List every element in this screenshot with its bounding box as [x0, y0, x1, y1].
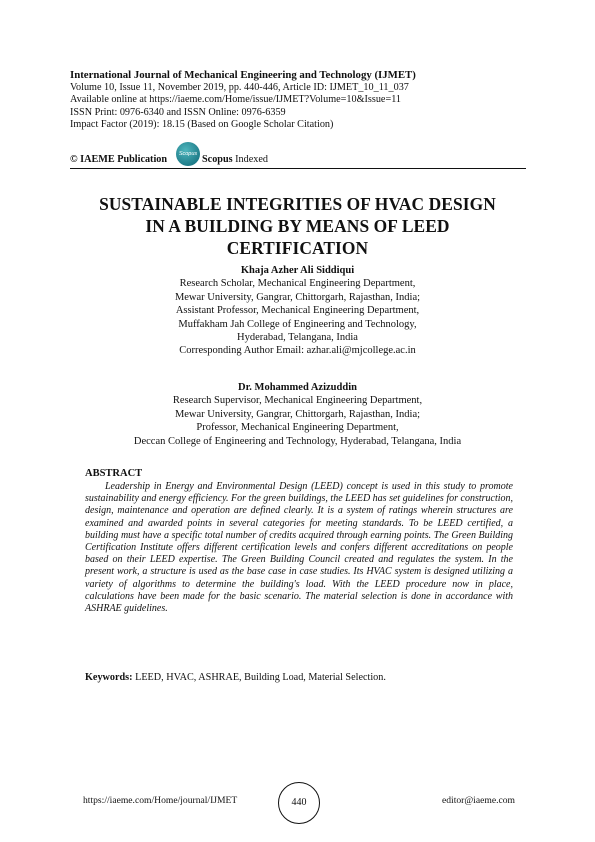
title-line-3: CERTIFICATION [226, 238, 369, 258]
affiliation-line: Mewar University, Gangrar, Chittorgarh, Rajasthan, India; [174, 291, 421, 303]
editor-email[interactable]: editor@iaeme.com [441, 795, 515, 806]
affiliation-line: Mewar University, Gangrar, Chittorgarh, Rajasthan, India; [174, 408, 421, 420]
affiliation-line: Research Supervisor, Mechanical Engineering Department, [172, 395, 423, 407]
abstract-heading: ABSTRACT [85, 468, 143, 479]
publisher-label: © IAEME Publication [70, 154, 168, 165]
impact-factor: Impact Factor (2019): 18.15 (Based on Google Scholar Citation) [70, 119, 334, 131]
title-line-2: IN A BUILDING BY MEANS OF LEED [145, 216, 450, 236]
header-divider [70, 168, 526, 169]
indexed-text: Indexed [232, 154, 268, 165]
page-footer [70, 782, 526, 822]
affiliation-line: Deccan College of Engineering and Technology, Hyderabad, Telangana, India [133, 435, 462, 447]
scopus-logo-icon: Scopus [176, 142, 200, 166]
author-name: Khaja Azher Ali Siddiqui [240, 265, 355, 276]
keywords-value: LEED, HVAC, ASHRAE, Building Load, Material Selection. [132, 672, 386, 683]
paper-title [40, 193, 555, 259]
corresponding-email: Corresponding Author Email: azhar.ali@mjcollege.ac.in [179, 345, 416, 357]
page-number: 440 [278, 782, 320, 824]
issn-info: ISSN Print: 0976-6340 and ISSN Online: 0976-6359 [70, 106, 286, 118]
abstract-section [85, 468, 513, 615]
journal-url[interactable]: https://iaeme.com/Home/journal/IJMET [83, 795, 238, 806]
scopus-bold: Scopus [202, 154, 233, 165]
keywords-line [85, 672, 513, 683]
affiliation-line: Professor, Mechanical Engineering Department, [196, 422, 399, 434]
title-line-1: SUSTAINABLE INTEGRITIES OF HVAC DESIGN [99, 194, 496, 214]
affiliation-line: Assistant Professor, Mechanical Engineering Department, [175, 305, 420, 317]
journal-name: International Journal of Mechanical Engineering and Technology (IJMET) [70, 69, 416, 81]
affiliation-line: Hyderabad, Telangana, India [237, 332, 358, 344]
affiliation-line: Muffakham Jah College of Engineering and Technology, [178, 318, 417, 330]
scopus-indexed-label [202, 154, 268, 165]
affiliation-line: Research Scholar, Mechanical Engineering Department, [179, 278, 416, 290]
availability-info: Available online at https://iaeme.com/Home/issue/IJMET?Volume=10&Issue=11 [70, 94, 402, 106]
author-name: Dr. Mohammed Azizuddin [238, 382, 357, 393]
keywords-label: Keywords: [85, 672, 133, 683]
journal-header [70, 69, 530, 132]
author-block-1 [40, 264, 555, 358]
publication-row [70, 150, 530, 166]
author-block-2 [40, 381, 555, 448]
abstract-body: Leadership in Energy and Environmental Design (LEED) concept is used in this study to promote sustainability and energy efficiency. For the green buildings, the LEED has set guidelines for construction, design, maintenance and operation are defined clearly. It is a system of ratings wherein structures are examined and awarded points in several categories for meeting standards. To be LEED certified, a building must have a specific total number of credits acquired through earning points. The Green Building Certification Institute offers different certification levels and confers different accreditations on people based on their LEED expertise. The Green Building Council created and regulates the system. In the present work, a structure is used as the base case in case studies. Its HVAC system is designed utilizing a variety of algorithms to determine the building's load. With the LEED procedure now in place, calculations have been made for the basic scenario. The material selection is done in accordance with ASHRAE guidelines. [85, 481, 513, 615]
volume-info: Volume 10, Issue 11, November 2019, pp. 440-446, Article ID: IJMET_10_11_037 [70, 81, 409, 93]
